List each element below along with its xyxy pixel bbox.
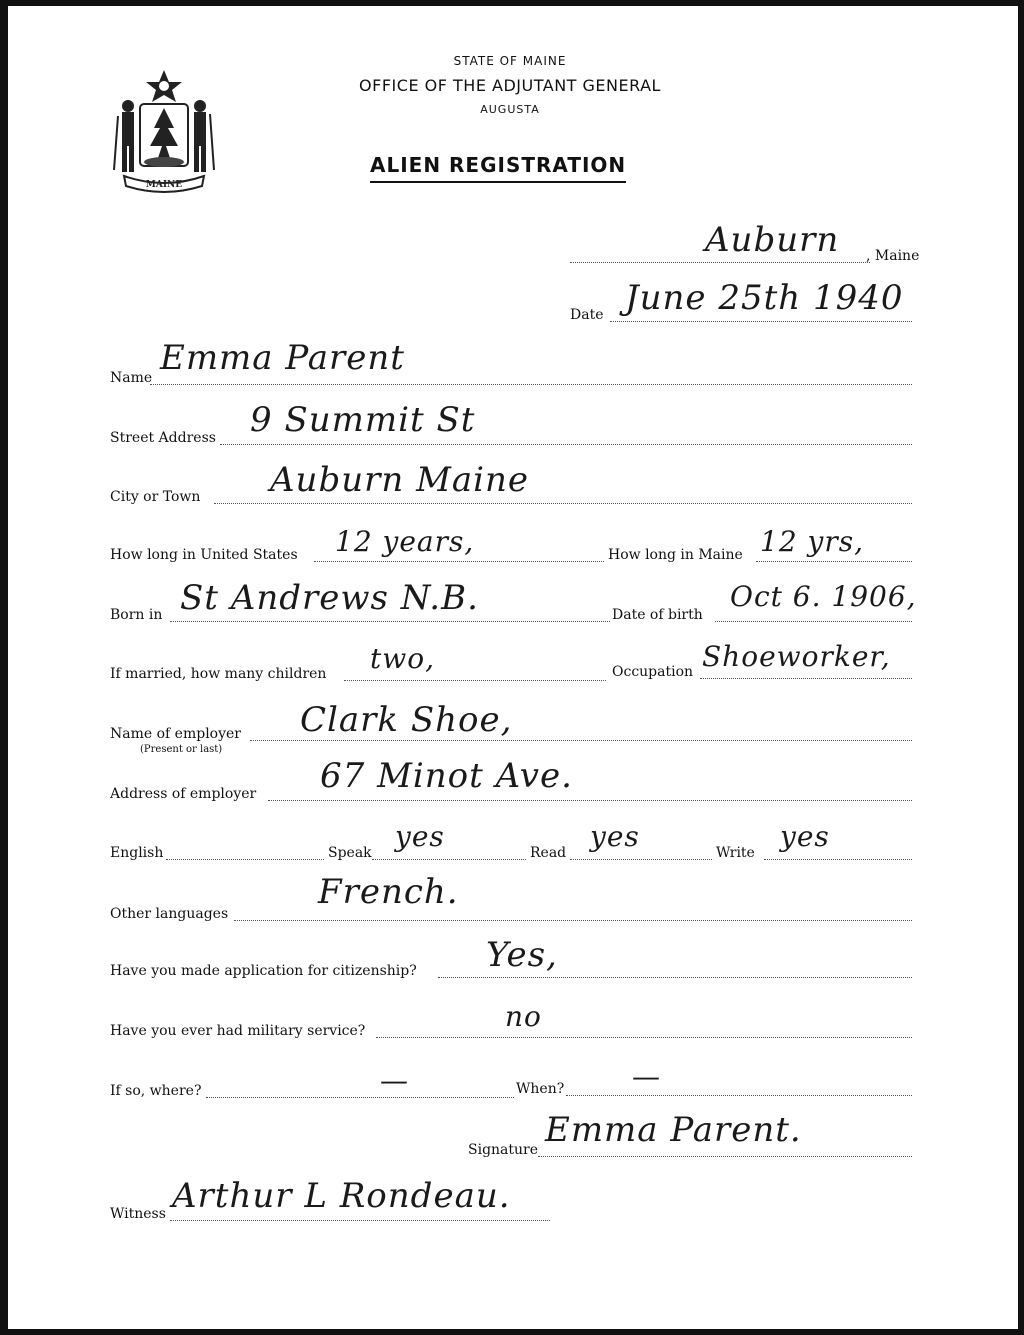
city-line — [214, 503, 912, 504]
citizenship-value: Yes, — [486, 935, 558, 975]
when-value: — — [632, 1060, 661, 1093]
where-line — [206, 1097, 514, 1098]
signature-label: Signature — [468, 1142, 539, 1158]
english-label: English — [110, 845, 164, 861]
dob-line — [715, 621, 912, 622]
other-lang-value: French. — [318, 872, 459, 912]
header-city: AUGUSTA — [480, 103, 540, 116]
maine-long-line — [756, 561, 912, 562]
signature-value: Emma Parent. — [545, 1110, 802, 1150]
date-line — [610, 321, 912, 322]
write-line — [764, 859, 912, 860]
employer-address-value: 67 Minot Ave. — [320, 756, 573, 796]
employer-value: Clark Shoe, — [300, 700, 513, 740]
form-title: ALIEN REGISTRATION — [370, 153, 626, 183]
date-value: June 25th 1940 — [625, 278, 904, 318]
name-line — [150, 384, 912, 385]
witness-value: Arthur L Rondeau. — [172, 1176, 511, 1216]
children-label: If married, how many children — [110, 666, 327, 682]
military-label: Have you ever had military service? — [110, 1023, 366, 1039]
city-label: City or Town — [110, 489, 201, 505]
dob-value: Oct 6. 1906, — [730, 580, 917, 613]
write-label: Write — [716, 845, 755, 861]
read-value: yes — [590, 820, 640, 853]
born-value: St Andrews N.B. — [180, 578, 479, 618]
when-label: When? — [516, 1081, 565, 1097]
us-line — [314, 561, 604, 562]
citizenship-line — [438, 977, 912, 978]
read-label: Read — [530, 845, 567, 861]
employer-note: (Present or last) — [140, 744, 223, 755]
name-value: Emma Parent — [160, 338, 405, 378]
speak-value: yes — [395, 820, 445, 853]
street-label: Street Address — [110, 430, 216, 446]
maine-long-value: 12 yrs, — [760, 525, 865, 558]
us-value: 12 years, — [335, 525, 475, 558]
speak-line — [372, 859, 526, 860]
street-line — [220, 444, 912, 445]
employer-line — [250, 740, 912, 741]
header-office: OFFICE OF THE ADJUTANT GENERAL — [359, 76, 661, 95]
read-line — [570, 859, 712, 860]
occupation-value: Shoeworker, — [702, 640, 891, 673]
employer-address-line — [268, 800, 912, 801]
where-label: If so, where? — [110, 1083, 202, 1099]
town-line — [570, 262, 870, 263]
speak-label: Speak — [328, 845, 372, 861]
signature-line — [538, 1156, 912, 1157]
maine-long-label: How long in Maine — [608, 547, 743, 563]
occupation-line — [700, 678, 912, 679]
military-value: no — [505, 1000, 542, 1033]
english-line — [166, 859, 324, 860]
other-lang-line — [234, 920, 912, 921]
city-value: Auburn Maine — [270, 460, 530, 500]
employer-address-label: Address of employer — [110, 786, 257, 802]
children-line — [344, 680, 606, 681]
witness-line — [170, 1220, 550, 1221]
town-value: Auburn — [705, 220, 840, 260]
born-label: Born in — [110, 607, 163, 623]
maine-state-seal-icon — [110, 66, 218, 194]
maine-label: , Maine — [866, 248, 920, 264]
street-value: 9 Summit St — [250, 400, 476, 440]
military-line — [376, 1037, 912, 1038]
children-value: two, — [370, 642, 435, 675]
occupation-label: Occupation — [612, 664, 694, 680]
witness-label: Witness — [110, 1206, 166, 1222]
other-lang-label: Other languages — [110, 906, 229, 922]
dob-label: Date of birth — [612, 607, 703, 623]
name-label: Name — [110, 370, 153, 386]
header-state: STATE OF MAINE — [453, 54, 567, 68]
born-line — [170, 621, 610, 622]
us-label: How long in United States — [110, 547, 298, 563]
when-line — [566, 1095, 912, 1096]
date-label: Date — [570, 307, 604, 323]
write-value: yes — [780, 820, 830, 853]
svg-text:MAINE: MAINE — [145, 180, 183, 190]
citizenship-label: Have you made application for citizenship? — [110, 963, 417, 979]
employer-label: Name of employer — [110, 726, 241, 742]
where-value: — — [380, 1064, 409, 1097]
